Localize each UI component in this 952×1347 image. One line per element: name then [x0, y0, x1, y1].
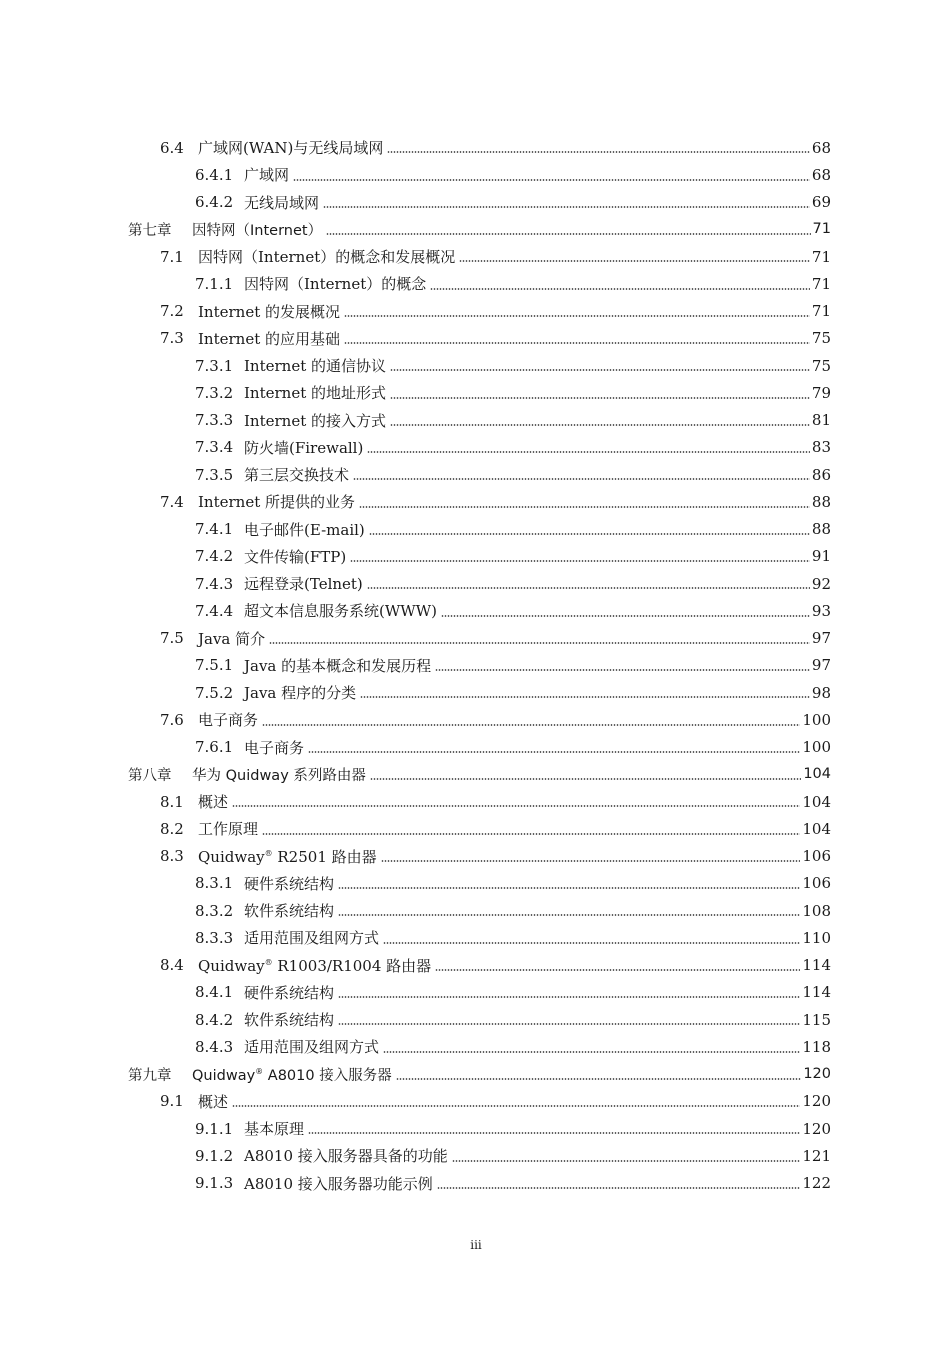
toc-entry-title-text: 软件系统结构: [244, 902, 335, 921]
dot-leader: [323, 206, 810, 208]
toc-entry-page: 97: [811, 656, 831, 675]
toc-entry[interactable]: [0, 379, 831, 406]
toc-entry[interactable]: [0, 979, 831, 1006]
toc-entry[interactable]: [0, 870, 831, 897]
dot-leader: [381, 860, 801, 862]
dot-leader: [353, 478, 810, 480]
dot-leader: [367, 451, 810, 453]
toc-entry-title: [244, 164, 289, 185]
toc-entry-title: [244, 519, 365, 540]
toc-entry[interactable]: [0, 1033, 831, 1060]
dot-leader: [350, 560, 810, 562]
dot-leader: [430, 288, 810, 290]
toc-entry-title-text: Quidway: [192, 1067, 256, 1084]
toc-entry-title-text: 华为 Quidway 系列路由器: [192, 767, 366, 784]
dot-leader: [383, 942, 800, 944]
dot-leader: [452, 1160, 801, 1162]
toc-entry-title: [244, 655, 431, 676]
dot-leader: [338, 996, 800, 998]
toc-entry[interactable]: [0, 815, 831, 842]
toc-entry-title: [244, 464, 349, 485]
toc-entry[interactable]: [0, 734, 831, 761]
toc-entry[interactable]: [0, 134, 831, 161]
toc-entry-title: [244, 382, 386, 403]
toc-entry[interactable]: [0, 897, 831, 924]
toc-entry-title-text: Java 的基本概念和发展历程: [244, 656, 432, 675]
toc-entry-number: 第九章: [128, 1067, 172, 1084]
toc-entry-page: 120: [802, 1092, 831, 1111]
toc-entry[interactable]: [0, 325, 831, 352]
toc-chapter-entry[interactable]: [0, 216, 831, 243]
toc-entry-title-text: 防火墙(Firewall): [244, 438, 364, 457]
toc-entry-number: 7.4.3: [195, 574, 234, 593]
toc-entry-number: 7.4.2: [195, 547, 234, 566]
toc-entry-number: 7.3.3: [195, 411, 234, 430]
toc-entry-title: [192, 764, 366, 785]
toc-entry-title: [244, 1009, 334, 1030]
dot-leader: [383, 1051, 800, 1053]
toc-entry-title-text: 电子邮件(E-mail): [244, 520, 365, 539]
dot-leader: [459, 260, 810, 262]
toc-entry-title: [198, 955, 431, 976]
dot-leader: [269, 642, 810, 644]
toc-entry[interactable]: [0, 1088, 831, 1115]
toc-entry-page: 79: [811, 383, 831, 402]
toc-entry-title: [192, 219, 322, 240]
toc-entry-title-text: 远程登录(Telnet): [244, 575, 363, 594]
dot-leader: [390, 397, 810, 399]
toc-entry-page: 71: [811, 302, 831, 321]
toc-entry-page: 88: [811, 520, 831, 539]
toc-entry-page: 71: [812, 221, 831, 238]
toc-entry-title-text: Quidway: [198, 847, 265, 866]
toc-entry-title-rest: A8010 接入服务器: [263, 1067, 392, 1084]
toc-entry-title: [244, 273, 426, 294]
toc-entry-number: 8.3: [160, 847, 184, 866]
dot-leader: [308, 1132, 800, 1134]
toc-entry-page: 118: [802, 1037, 831, 1056]
toc-entry-page: 71: [811, 274, 831, 293]
toc-entry-title: [244, 737, 304, 758]
toc-entry-title-rest: R2501 路由器: [272, 847, 377, 866]
dot-leader: [338, 887, 800, 889]
dot-leader: [396, 1078, 802, 1080]
toc-entry-number: 7.3.2: [195, 383, 234, 402]
toc-entry-title: [244, 900, 334, 921]
toc-entry-number: 8.3.2: [195, 901, 234, 920]
toc-entry-title: [244, 355, 386, 376]
toc-entry-page: 104: [803, 766, 831, 783]
toc-entry-title-text: Quidway: [198, 956, 265, 975]
toc-entry-title-text: Internet 所提供的业务: [198, 493, 355, 512]
toc-entry-page: 75: [811, 356, 831, 375]
toc-entry-number: 第七章: [128, 222, 172, 239]
dot-leader: [232, 1105, 800, 1107]
toc-entry-page: 81: [811, 411, 831, 430]
toc-entry-number: 第八章: [128, 767, 172, 784]
toc-entry-title: [244, 1118, 304, 1139]
toc-entry-title-text: 因特网（Internet）的概念和发展概况: [198, 248, 456, 267]
toc-entry-title-text: 因特网（Internet）: [192, 222, 323, 239]
toc-entry-page: 86: [811, 465, 831, 484]
toc-entry[interactable]: [0, 706, 831, 733]
toc-entry[interactable]: [0, 1115, 831, 1142]
toc-entry-title-text: 文件传输(FTP): [244, 547, 347, 566]
toc-entry-title: [198, 791, 228, 812]
dot-leader: [338, 1023, 800, 1025]
dot-leader: [308, 751, 800, 753]
toc-entry-page: 75: [811, 329, 831, 348]
toc-entry[interactable]: [0, 352, 831, 379]
toc-entry-number: 8.4.2: [195, 1010, 234, 1029]
toc-entry[interactable]: [0, 625, 831, 652]
toc-entry-title: [244, 573, 363, 594]
toc-entry-page: 114: [802, 983, 831, 1002]
dot-leader: [369, 533, 810, 535]
toc-entry-title: [244, 546, 346, 567]
toc-entry-title-text: 广域网: [244, 166, 290, 185]
dot-leader: [387, 151, 810, 153]
toc-entry[interactable]: [0, 570, 831, 597]
page-number: iii: [470, 1238, 482, 1252]
toc-entry[interactable]: [0, 1142, 831, 1169]
registered-mark: ®: [264, 848, 273, 858]
dot-leader: [370, 778, 801, 780]
toc-entry[interactable]: [0, 1170, 831, 1197]
dot-leader: [435, 669, 810, 671]
toc-entry-number: 9.1.2: [195, 1146, 234, 1165]
toc-entry[interactable]: [0, 270, 831, 297]
toc-entry-title: [244, 1145, 448, 1166]
toc-entry-page: 92: [811, 574, 831, 593]
toc-entry-title-text: 软件系统结构: [244, 1011, 335, 1030]
toc-entry-title-text: 电子商务: [198, 711, 259, 730]
toc-chapter-entry[interactable]: [0, 1061, 831, 1088]
toc-entry-page: 104: [802, 819, 831, 838]
toc-entry-title-text: 因特网（Internet）的概念: [244, 275, 427, 294]
toc-entry-title: [198, 246, 455, 267]
toc-entry-title: [198, 137, 383, 158]
toc-entry-title: [198, 709, 258, 730]
toc-entry-title-text: 超文本信息服务系统(WWW): [244, 602, 437, 621]
toc-entry[interactable]: [0, 189, 831, 216]
toc-entry-number: 8.4: [160, 956, 184, 975]
toc-entry-page: 68: [811, 165, 831, 184]
toc-entry-page: 104: [802, 792, 831, 811]
toc-entry-title: [198, 1091, 228, 1112]
toc-entry-title-text: 硬件系统结构: [244, 874, 335, 893]
toc-entry[interactable]: [0, 788, 831, 815]
toc-entry[interactable]: [0, 407, 831, 434]
toc-entry-page: 93: [811, 601, 831, 620]
toc-entry-number: 6.4: [160, 138, 184, 157]
toc-entry-number: 7.6.1: [195, 738, 234, 757]
dot-leader: [293, 179, 810, 181]
toc-entry-title: [244, 873, 334, 894]
toc-entry[interactable]: [0, 243, 831, 270]
toc-entry-page: 98: [811, 683, 831, 702]
toc-entry-title-text: 概述: [198, 793, 229, 812]
toc-entry-title: [198, 301, 340, 322]
toc-entry-title-text: 适用范围及组网方式: [244, 1038, 380, 1057]
toc-entry-page: 121: [802, 1146, 831, 1165]
dot-leader: [326, 233, 810, 235]
toc-entry-page: 122: [802, 1174, 831, 1193]
toc-entry[interactable]: [0, 434, 831, 461]
dot-leader: [390, 424, 810, 426]
toc-chapter-entry[interactable]: [0, 761, 831, 788]
toc-entry-number: 7.3.1: [195, 356, 234, 375]
toc-entry-number: 7.4: [160, 492, 184, 511]
toc-entry[interactable]: [0, 161, 831, 188]
toc-entry-number: 7.5: [160, 629, 184, 648]
toc-entry[interactable]: [0, 461, 831, 488]
toc-entry-title: [244, 982, 334, 1003]
toc-entry-title: [244, 410, 386, 431]
toc-entry[interactable]: [0, 843, 831, 870]
toc-entry[interactable]: [0, 298, 831, 325]
toc-entry-title: [198, 818, 258, 839]
toc-entry-page: 88: [811, 492, 831, 511]
toc-entry-title: [198, 628, 265, 649]
toc-entry-number: 9.1: [160, 1092, 184, 1111]
toc-entry-number: 7.5.2: [195, 683, 234, 702]
toc-entry[interactable]: [0, 543, 831, 570]
toc-entry-number: 8.2: [160, 819, 184, 838]
toc-entry-number: 7.3: [160, 329, 184, 348]
toc-entry[interactable]: [0, 1006, 831, 1033]
dot-leader: [338, 914, 800, 916]
toc-entry-page: 68: [811, 138, 831, 157]
toc-entry-page: 100: [802, 738, 831, 757]
toc-entry-title-text: 无线局域网: [244, 193, 320, 212]
toc-entry-page: 120: [803, 1066, 831, 1083]
toc-entry-title: [244, 600, 437, 621]
dot-leader: [437, 1187, 801, 1189]
toc-entry[interactable]: [0, 924, 831, 951]
toc-entry-page: 91: [811, 547, 831, 566]
table-of-contents: [0, 134, 952, 1197]
toc-entry-number: 6.4.2: [195, 193, 234, 212]
toc-entry-number: 7.3.5: [195, 465, 234, 484]
toc-entry[interactable]: [0, 488, 831, 515]
toc-entry-number: 7.1: [160, 247, 184, 266]
toc-entry-title-text: 第三层交换技术: [244, 466, 350, 485]
toc-entry[interactable]: [0, 652, 831, 679]
registered-mark: ®: [264, 957, 273, 967]
toc-entry-title-text: 概述: [198, 1092, 229, 1111]
toc-entry-title: [192, 1064, 392, 1085]
toc-entry-number: 7.6: [160, 710, 184, 729]
toc-entry-number: 7.1.1: [195, 274, 234, 293]
toc-entry-title-text: Internet 的地址形式: [244, 384, 386, 403]
toc-entry-title-text: Internet 的通信协议: [244, 357, 386, 376]
toc-entry-number: 7.3.4: [195, 438, 234, 457]
toc-entry-page: 100: [802, 710, 831, 729]
toc-entry-page: 108: [802, 901, 831, 920]
toc-entry-page: 69: [811, 193, 831, 212]
toc-entry-page: 97: [811, 629, 831, 648]
toc-entry-title-text: 电子商务: [244, 738, 305, 757]
toc-entry-title-text: Internet 的接入方式: [244, 411, 386, 430]
toc-entry-page: 83: [811, 438, 831, 457]
toc-entry-title-text: 适用范围及组网方式: [244, 929, 380, 948]
dot-leader: [232, 805, 800, 807]
toc-entry-title-text: 基本原理: [244, 1120, 305, 1139]
toc-entry-title: [244, 437, 363, 458]
toc-entry-number: 8.3.1: [195, 874, 234, 893]
toc-entry-number: 8.3.3: [195, 928, 234, 947]
toc-entry-title-rest: R1003/R1004 路由器: [272, 956, 432, 975]
toc-entry[interactable]: [0, 679, 831, 706]
dot-leader: [344, 315, 810, 317]
toc-entry-number: 8.4.1: [195, 983, 234, 1002]
toc-entry-page: 120: [802, 1119, 831, 1138]
dot-leader: [344, 342, 810, 344]
toc-entry-number: 7.5.1: [195, 656, 234, 675]
toc-entry-title: [198, 491, 355, 512]
toc-entry-number: 7.2: [160, 302, 184, 321]
dot-leader: [367, 587, 810, 589]
toc-entry[interactable]: [0, 516, 831, 543]
toc-entry[interactable]: [0, 597, 831, 624]
toc-entry-page: 115: [802, 1010, 831, 1029]
dot-leader: [441, 615, 810, 617]
toc-entry-title-text: 工作原理: [198, 820, 259, 839]
toc-entry-title-text: Java 简介: [198, 629, 266, 648]
toc-entry-title: [244, 927, 379, 948]
dot-leader: [435, 969, 800, 971]
toc-entry-title: [244, 1173, 433, 1194]
toc-entry-page: 110: [802, 928, 831, 947]
toc-entry-page: 71: [811, 247, 831, 266]
dot-leader: [262, 833, 800, 835]
toc-entry-title: [244, 682, 356, 703]
dot-leader: [360, 696, 810, 698]
dot-leader: [359, 506, 810, 508]
toc-entry-number: 9.1.1: [195, 1119, 234, 1138]
toc-entry-page: 106: [802, 874, 831, 893]
dot-leader: [390, 369, 810, 371]
toc-entry-number: 8.4.3: [195, 1037, 234, 1056]
toc-entry-page: 106: [802, 847, 831, 866]
toc-entry-title-text: Java 程序的分类: [244, 684, 357, 703]
toc-entry-title-text: A8010 接入服务器功能示例: [244, 1174, 433, 1193]
toc-entry[interactable]: [0, 952, 831, 979]
registered-mark: ®: [255, 1066, 264, 1076]
toc-entry-number: 7.4.1: [195, 520, 234, 539]
toc-entry-title: [244, 1036, 379, 1057]
toc-entry-number: 8.1: [160, 792, 184, 811]
toc-entry-page: 114: [802, 956, 831, 975]
toc-entry-title: [198, 328, 340, 349]
toc-entry-number: 9.1.3: [195, 1174, 234, 1193]
toc-entry-title-text: 硬件系统结构: [244, 983, 335, 1002]
toc-entry-title-text: Internet 的应用基础: [198, 329, 340, 348]
toc-entry-title-text: Internet 的发展概况: [198, 302, 340, 321]
toc-entry-title-text: A8010 接入服务器具备的功能: [244, 1147, 448, 1166]
toc-entry-title: [198, 846, 377, 867]
toc-entry-title: [244, 192, 319, 213]
toc-list: [0, 134, 831, 1197]
dot-leader: [262, 724, 800, 726]
toc-entry-number: 6.4.1: [195, 165, 234, 184]
toc-entry-title-text: 广域网(WAN)与无线局域网: [198, 139, 384, 158]
toc-entry-number: 7.4.4: [195, 601, 234, 620]
